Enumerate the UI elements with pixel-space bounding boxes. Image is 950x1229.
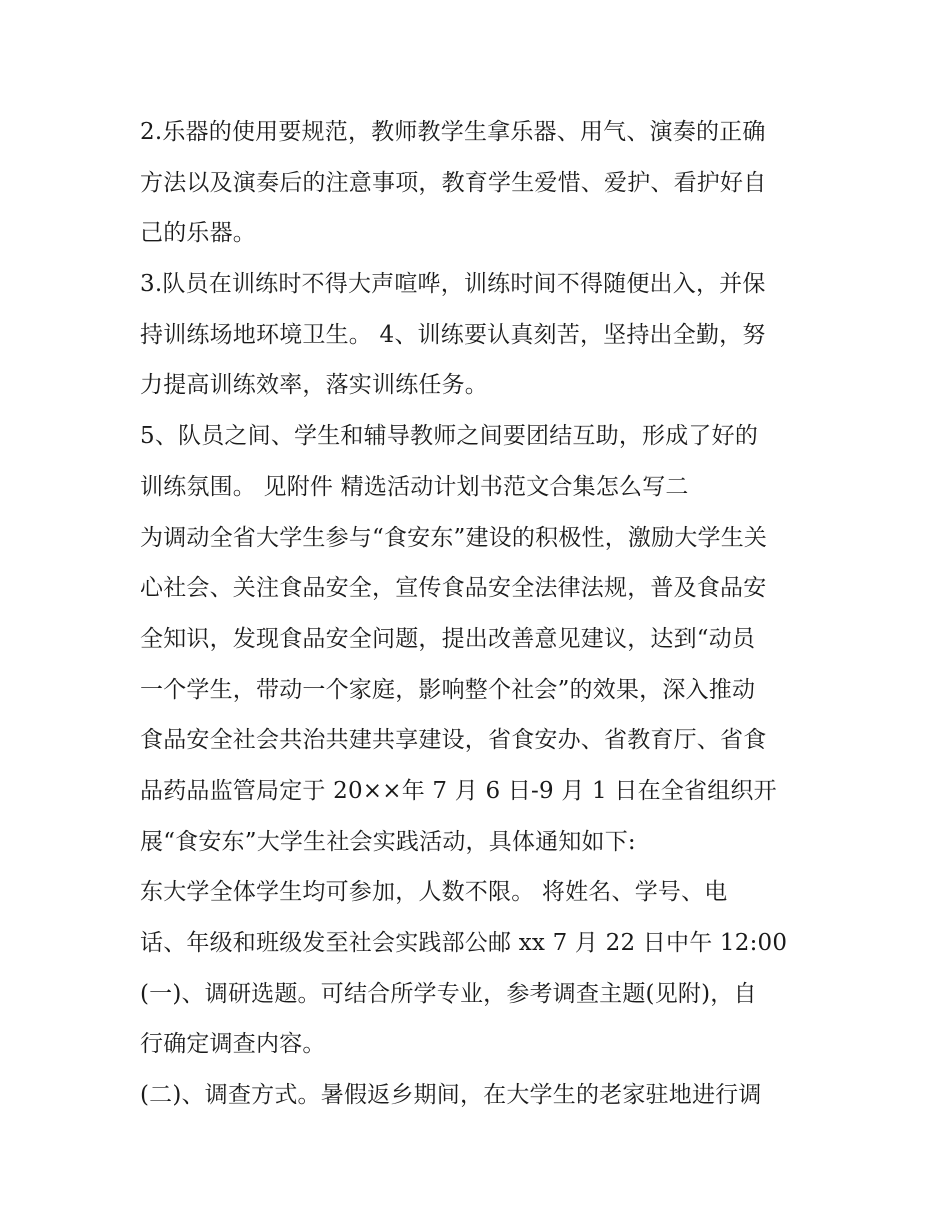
text-line: 心社会、关注食品安全，宣传食品安全法律法规，普及食品安 (140, 575, 767, 602)
text-line: 品药品监管局定于 20××年 7 月 6 日-9 月 1 日在全省组织开 (140, 777, 777, 804)
text-line: 东大学全体学生均可参加，人数不限。 将姓名、学号、电 (140, 879, 728, 906)
text-line: 展“食安东”大学生社会实践活动，具体通知如下: (140, 828, 636, 855)
text-line: 5、队员之间、学生和辅导教师之间要团结互助，形成了好的 (140, 423, 759, 450)
text-line: 全知识，发现食品安全问题，提出改善意见建议，达到“动员 (140, 625, 756, 652)
text-line: 话、年级和班级发至社会实践部公邮 xx 7 月 22 日中午 12:00 (140, 930, 788, 956)
text-line: (二)、调查方式。暑假返乡期间，在大学生的老家驻地进行调 (140, 1082, 762, 1109)
text-line: 方法以及演奏后的注意事项，教育学生爱惜、爱护、看护好自 (140, 169, 767, 196)
text-line: 行确定调查内容。 (140, 1031, 326, 1058)
text-line: (一)、调研选题。可结合所学专业，参考调查主题(见附)，自 (140, 980, 757, 1007)
text-line: 己的乐器。 (140, 220, 256, 247)
text-line: 3.队员在训练时不得大声喧哗，训练时间不得随便出入，并保 (140, 271, 766, 298)
text-line: 力提高训练效率，落实训练任务。 (140, 372, 488, 399)
text-line: 训练氛围。 见附件 精选活动计划书范文合集怎么写二 (140, 473, 689, 500)
text-line: 食品安全社会共治共建共享建设，省食安办、省教育厅、省食 (140, 727, 767, 754)
text-line: 为调动全省大学生参与“食安东”建设的积极性，激励大学生关 (140, 524, 768, 551)
document-body (140, 107, 820, 1121)
text-line: 持训练场地环境卫生。 4、训练要认真刻苦，坚持出全勤，努 (140, 321, 766, 348)
text-line: 2.乐器的使用要规范，教师教学生拿乐器、用气、演奏的正确 (140, 119, 766, 145)
text-line: 一个学生，带动一个家庭，影响整个社会”的效果，深入推动 (140, 676, 756, 703)
